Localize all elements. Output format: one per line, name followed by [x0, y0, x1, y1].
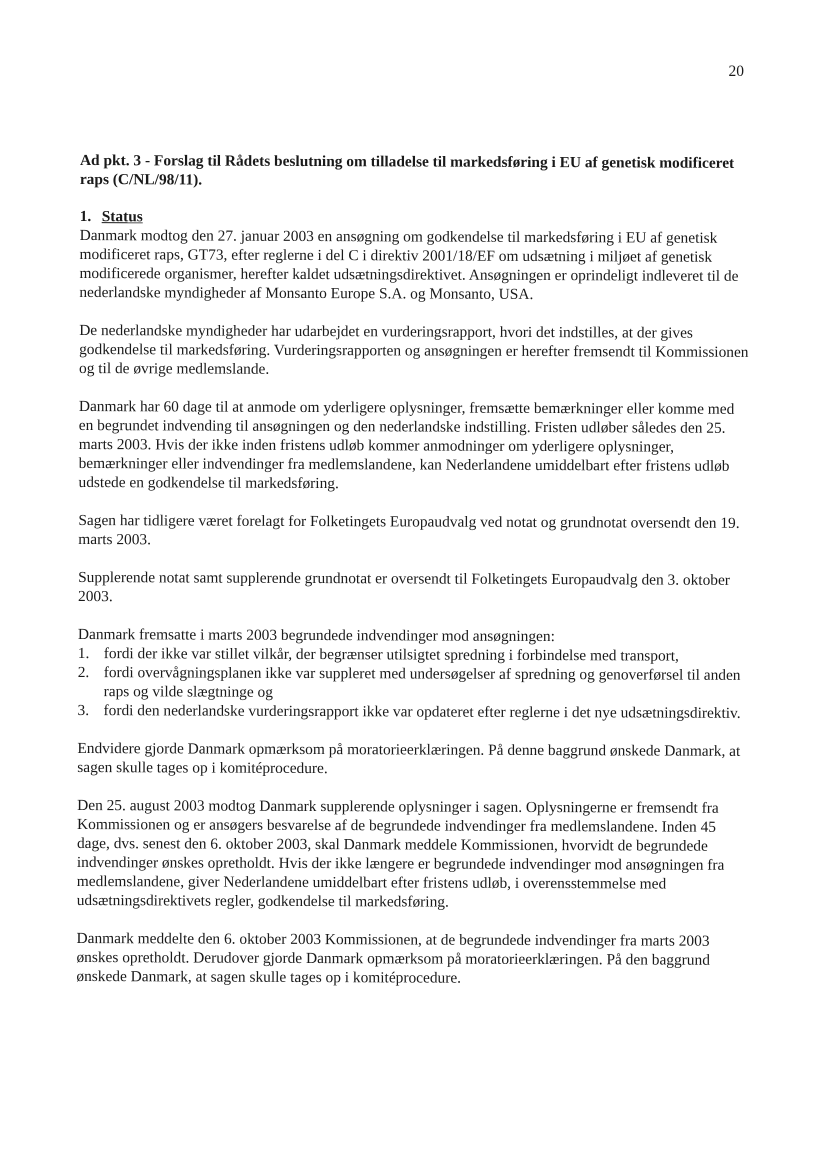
section-title: Status — [101, 208, 143, 226]
list-item-text: fordi overvågningsplanen ikke var suppleret med undersøgelser af spredning og genoverførsel til anden raps og vilde slægtninge og — [103, 664, 741, 701]
paragraph: Danmark har 60 dage til at anmode om yderligere oplysninger, fremsætte bemærkninger eller komme med en begrundet indvending til ansøgningen og den nederlandske indstilling. Fristen udløber således den 25. marts 2003. Hvis der ikke inden fristens udløb kommer anmodninger om yderligere oplysninger, bemærkninger eller indvendinger fra medlemslandene, kan Nederlandene umiddelbart efter fristens udløb udstede en godkendelse til markedsføring. — [78, 397, 735, 493]
list-item-number: 3. — [77, 701, 90, 720]
page-number: 20 — [728, 63, 744, 80]
paragraph: Endvidere gjorde Danmark opmærksom på moratorieerklæringen. På denne baggrund ønskede Danmark, at sagen skulle tages op i komitéprocedure. — [77, 739, 741, 778]
paragraph: Danmark modtog den 27. januar 2003 en ansøgning om godkendelse til markedsføring i EU af genetisk modificeret raps, GT73, efter reglerne i del C i direktiv 2001/18/EF om udsætning i miljøet af genetisk modificerede organismer, herefter kaldet udsætningsdirektivet. Ansøgningen er oprindeligt indleveret til de nederlandske myndigheder af Monsanto Europe S.A. og Monsanto, USA. — [79, 226, 739, 303]
paragraph: De nederlandske myndigheder har udarbejdet en vurderingsrapport, hvori det indstilles, at der gives godkendelse til markedsføring. Vurderingsrapporten og ansøgningen er herefter fremsendt til Kommissionen og til de øvrige medlemslande. — [79, 321, 749, 378]
document-body — [76, 151, 750, 1008]
section-number: 1. — [79, 207, 92, 226]
list-item-text: fordi den nederlandske vurderingsrapport ikke var opdateret efter reglerne i det nye udsætningsdirektiv. — [103, 702, 741, 722]
paragraph: Danmark meddelte den 6. oktober 2003 Kommissionen, at de begrundede indvendinger fra marts 2003 ønskes opretholdt. Derudover gjorde Danmark opmærksom på moratorieerklæringen. På den baggrund ønskede Danmark, at sagen skulle tages op i komitéprocedure. — [76, 929, 710, 987]
paragraph: Den 25. august 2003 modtog Danmark supplerende oplysninger i sagen. Oplysningerne er fremsendt fra Kommissionen og er ansøgers besvarelse af de begrundede indvendinger fra medlemslandene. Inden 45 dage, dvs. senest den 6. oktober 2003, skal Danmark meddele Kommissionen, hvorvidt de begrundede indvendinger ønskes opretholdt. Hvis der ikke længere er begrundede indvendinger mod ansøgningen fra medlemslandene, giver Nederlandene umiddelbart efter fristens udløb, i overensstemmelse med udsætningsdirektivets regler, godkendelse til markedsføring. — [76, 796, 725, 911]
list-item-number: 1. — [77, 644, 90, 663]
paragraph: Danmark fremsatte i marts 2003 begrundede indvendinger mod ansøgningen: — [77, 625, 555, 646]
objections-list — [78, 644, 748, 723]
paragraph: Sagen har tidligere været forelagt for Folketingets Europaudvalg ved notat og grundnotat oversendt den 19. marts 2003. — [78, 511, 740, 549]
list-item-number: 2. — [77, 663, 90, 682]
paragraph: Supplerende notat samt supplerende grundnotat er oversendt til Folketingets Europaudvalg den 3. oktober 2003. — [78, 568, 730, 606]
agenda-item-heading: Ad pkt. 3 - Forslag til Rådets beslutning om tilladelse til markedsføring i EU af genetisk modificeret raps (C/NL/98/11). — [79, 151, 735, 189]
list-item-text: fordi der ikke var stillet vilkår, der begrænser utilsigtet spredning i forbindelse med transport, — [103, 645, 679, 665]
list-item — [78, 663, 748, 704]
list-item — [78, 701, 748, 723]
